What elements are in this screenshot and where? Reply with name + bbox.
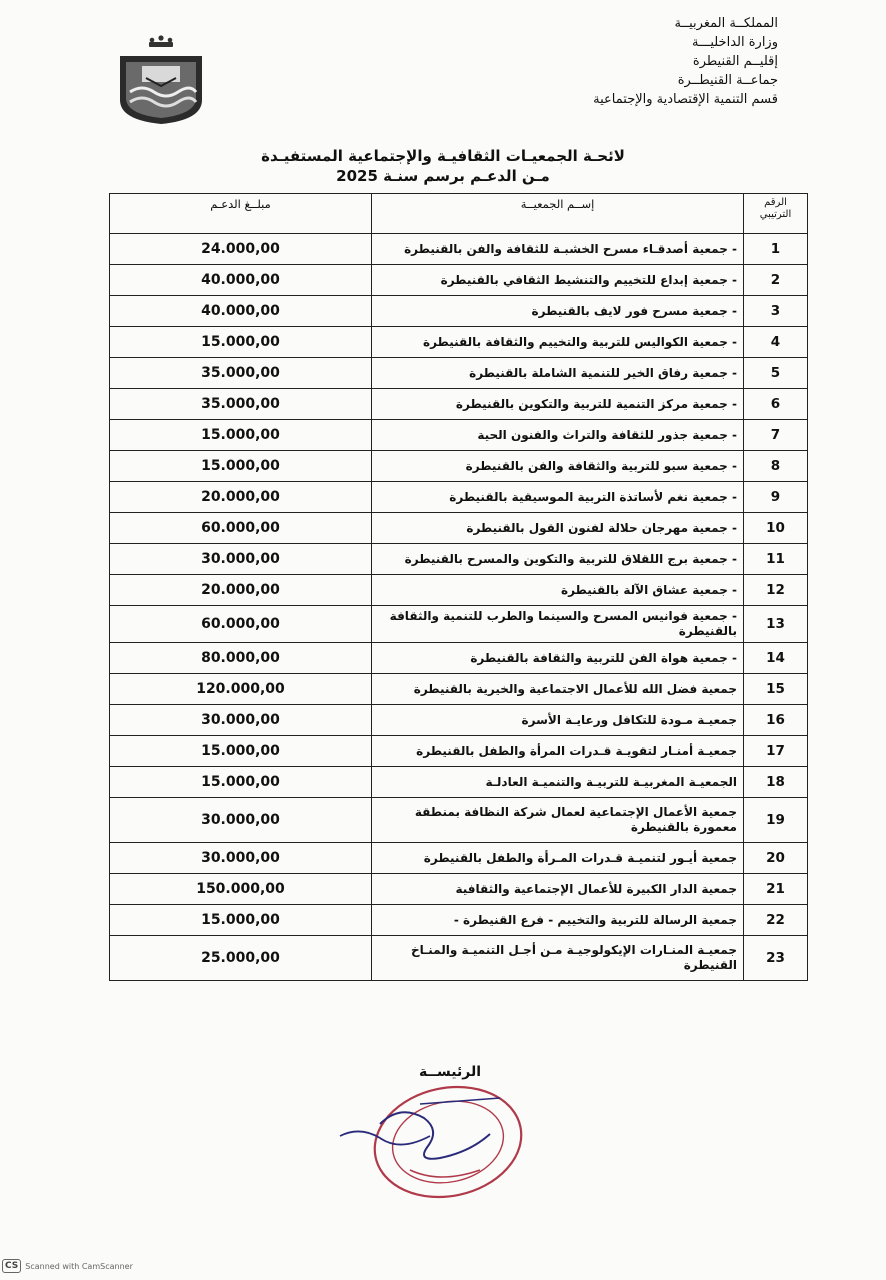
title-line-1: لائحـة الجمعيـات الثقافيـة والإجتماعية المستفيـدة: [261, 147, 625, 165]
row-number: 14: [744, 643, 808, 674]
header-province: إقليــم القنيطرة: [692, 54, 778, 69]
row-number: 18: [744, 767, 808, 798]
table-row: [110, 643, 808, 674]
row-number: 7: [744, 420, 808, 451]
row-number: 15: [744, 674, 808, 705]
row-number: 9: [744, 482, 808, 513]
row-amount: 20.000,00: [110, 482, 372, 513]
row-association-name: - جمعية الكواليس للتربية والتخييم والثقافة بالقنيطرة: [372, 327, 744, 358]
signatory-title: الرئيســة: [418, 1064, 482, 1080]
table-row: [110, 905, 808, 936]
row-amount: 35.000,00: [110, 358, 372, 389]
scanner-watermark: [2, 1259, 133, 1273]
row-association-name: - جمعية عشاق الآلة بالقنيطرة: [372, 575, 744, 606]
table-row: [110, 265, 808, 296]
row-amount: 30.000,00: [110, 798, 372, 843]
row-amount: 120.000,00: [110, 674, 372, 705]
table-row: [110, 234, 808, 265]
row-amount: 150.000,00: [110, 874, 372, 905]
commune-emblem-logo: [112, 34, 210, 126]
document-title: [0, 146, 886, 186]
table-row: [110, 936, 808, 981]
row-association-name: جمعية أيـور لتنميـة قـدرات المـرأة والطفل بالقنيطرة: [372, 843, 744, 874]
associations-table: [109, 193, 808, 981]
header-ministry: وزارة الداخليـــة: [691, 35, 778, 50]
row-association-name: الجمعيـة المغربيـة للتربيـة والتنميـة العادلـة: [372, 767, 744, 798]
table-row: [110, 843, 808, 874]
table-row: [110, 451, 808, 482]
row-association-name: - جمعية مهرجان حلالة لفنون القول بالقنيطرة: [372, 513, 744, 544]
row-association-name: - جمعية فوانيس المسرح والسينما والطرب للتنمية والثقافة بالقنيطرة: [372, 606, 744, 643]
row-association-name: جمعية الأعمال الإجتماعية لعمال شركة النظافة بمنطقة معمورة بالقنيطرة: [372, 798, 744, 843]
camscanner-logo-icon: CS: [2, 1259, 21, 1273]
table-row: [110, 798, 808, 843]
header-commune: جماعــة القنيطــرة: [677, 73, 778, 88]
row-association-name: - جمعية مسرح فور لايف بالقنيطرة: [372, 296, 744, 327]
table-header-row: [110, 194, 808, 234]
header-amount: مبلــغ الدعـم: [110, 194, 372, 234]
row-association-name: - جمعية جذور للثقافة والتراث والفنون الحية: [372, 420, 744, 451]
table-row: [110, 544, 808, 575]
table-row: [110, 736, 808, 767]
row-number: 8: [744, 451, 808, 482]
row-association-name: جمعيـة المنـارات الإيكولوجيـة مـن أجـل التنميـة والمنـاخ القنيطرة: [372, 936, 744, 981]
row-association-name: جمعية الدار الكبيرة للأعمال الإجتماعية والثقافية: [372, 874, 744, 905]
row-amount: 25.000,00: [110, 936, 372, 981]
row-association-name: جمعية فضل الله للأعمال الاجتماعية والخيرية بالقنيطرة: [372, 674, 744, 705]
table-row: [110, 606, 808, 643]
row-number: 20: [744, 843, 808, 874]
row-number: 4: [744, 327, 808, 358]
row-association-name: جمعيـة أمنـار لتقويـة قـدرات المرأة والطفل بالقنيطرة: [372, 736, 744, 767]
table-row: [110, 874, 808, 905]
table-row: [110, 674, 808, 705]
row-number: 3: [744, 296, 808, 327]
row-number: 17: [744, 736, 808, 767]
row-number: 23: [744, 936, 808, 981]
row-amount: 35.000,00: [110, 389, 372, 420]
row-association-name: جمعية الرسالة للتربية والتخييم - فرع القنيطرة -: [372, 905, 744, 936]
row-amount: 15.000,00: [110, 420, 372, 451]
row-amount: 24.000,00: [110, 234, 372, 265]
row-number: 16: [744, 705, 808, 736]
table-row: [110, 420, 808, 451]
row-association-name: جمعيـة مـودة للتكافل ورعايـة الأسرة: [372, 705, 744, 736]
header-name: إســم الجمعيــة: [372, 194, 744, 234]
row-amount: 80.000,00: [110, 643, 372, 674]
table-row: [110, 705, 808, 736]
row-number: 10: [744, 513, 808, 544]
row-number: 1: [744, 234, 808, 265]
stamp-and-signature: [320, 1074, 540, 1204]
scanner-text: Scanned with CamScanner: [25, 1261, 133, 1271]
table-row: [110, 575, 808, 606]
row-association-name: - جمعية أصدقـاء مسرح الخشبـة للثقافة والفن بالقنيطرة: [372, 234, 744, 265]
table-row: [110, 482, 808, 513]
table-row: [110, 296, 808, 327]
header-block: [498, 14, 778, 109]
row-association-name: - جمعية برج اللقلاق للتربية والتكوين والمسرح بالقنيطرة: [372, 544, 744, 575]
row-amount: 15.000,00: [110, 736, 372, 767]
table-row: [110, 389, 808, 420]
row-association-name: - جمعية مركز التنمية للتربية والتكوين بالقنيطرة: [372, 389, 744, 420]
row-number: 19: [744, 798, 808, 843]
header-number: الرقم الترتيبي: [744, 194, 808, 234]
row-amount: 20.000,00: [110, 575, 372, 606]
row-number: 12: [744, 575, 808, 606]
table-row: [110, 513, 808, 544]
header-kingdom: المملكــة المغربيــة: [674, 16, 778, 31]
row-amount: 30.000,00: [110, 843, 372, 874]
row-amount: 60.000,00: [110, 606, 372, 643]
row-amount: 40.000,00: [110, 296, 372, 327]
row-association-name: - جمعية هواة الفن للتربية والثقافة بالقنيطرة: [372, 643, 744, 674]
row-association-name: - جمعية نغم لأساتذة التربية الموسيقية بالقنيطرة: [372, 482, 744, 513]
row-amount: 30.000,00: [110, 544, 372, 575]
table-row: [110, 767, 808, 798]
table-row: [110, 327, 808, 358]
row-number: 13: [744, 606, 808, 643]
row-amount: 40.000,00: [110, 265, 372, 296]
row-amount: 30.000,00: [110, 705, 372, 736]
row-association-name: - جمعية إبداع للتخييم والتنشيط الثقافي بالقنيطرة: [372, 265, 744, 296]
row-association-name: - جمعية سبو للتربية والثقافة والفن بالقنيطرة: [372, 451, 744, 482]
row-number: 11: [744, 544, 808, 575]
title-line-2: مـن الدعـم برسم سنـة 2025: [336, 167, 550, 185]
row-amount: 15.000,00: [110, 767, 372, 798]
row-number: 21: [744, 874, 808, 905]
row-number: 22: [744, 905, 808, 936]
row-number: 5: [744, 358, 808, 389]
table-row: [110, 358, 808, 389]
row-association-name: - جمعية رفاق الخير للتنمية الشاملة بالقنيطرة: [372, 358, 744, 389]
row-number: 6: [744, 389, 808, 420]
row-amount: 15.000,00: [110, 905, 372, 936]
row-amount: 15.000,00: [110, 327, 372, 358]
row-number: 2: [744, 265, 808, 296]
row-amount: 60.000,00: [110, 513, 372, 544]
header-department: قسم التنمية الإقتصادية والإجتماعية: [593, 92, 778, 107]
row-amount: 15.000,00: [110, 451, 372, 482]
